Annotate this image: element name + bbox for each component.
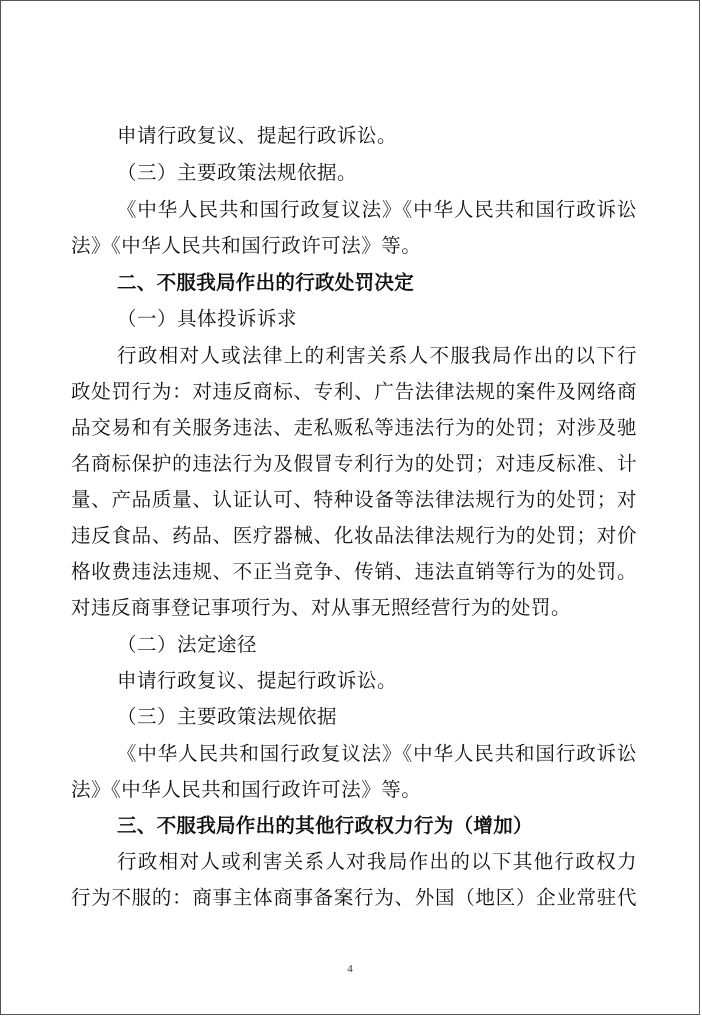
paragraph-line: 对违反商事登记事项行为、对从事无照经营行为的处罚。 (71, 596, 572, 619)
page-number: 4 (347, 963, 353, 975)
paragraph-line: 行政相对人或法律上的利害关系人不服我局作出的以下行 (117, 344, 637, 367)
paragraph-line: 申请行政复议、提起行政诉讼。 (117, 124, 398, 147)
paragraph-line: 《中华人民共和国行政复议法》《中华人民共和国行政诉讼 (117, 198, 637, 221)
paragraph-line: 法》《中华人民共和国行政许可法》等。 (71, 234, 422, 257)
section-heading: （一）具体投诉诉求 (117, 307, 298, 330)
paragraph-line: 申请行政复议、提起行政诉讼。 (117, 669, 398, 692)
paragraph-line: 行政相对人或利害关系人对我局作出的以下其他行政权力 (117, 850, 637, 873)
paragraph-line: 格收费违法违规、不正当竞争、传销、违法直销等行为的处罚。 (71, 560, 637, 583)
section-heading: （二）法定途径 (117, 633, 258, 656)
paragraph-line: 法》《中华人民共和国行政许可法》等。 (71, 778, 422, 801)
paragraph-line: 名商标保护的违法行为及假冒专利行为的处罚；对违反标准、计 (71, 452, 637, 475)
section-heading: （三）主要政策法规依据 (117, 705, 338, 728)
paragraph-line: 《中华人民共和国行政复议法》《中华人民共和国行政诉讼 (117, 742, 637, 765)
section-heading: （三）主要政策法规依据。 (117, 161, 358, 184)
paragraph-line: 违反食品、药品、医疗器械、化妆品法律法规行为的处罚；对价 (71, 524, 637, 547)
paragraph-line: 量、产品质量、认证认可、特种设备等法律法规行为的处罚；对 (71, 488, 637, 511)
paragraph-line: 品交易和有关服务违法、走私贩私等违法行为的处罚；对涉及驰 (71, 416, 637, 439)
section-heading-bold: 三、不服我局作出的其他行政权力行为（增加） (117, 814, 533, 837)
paragraph-line: 政处罚行为：对违反商标、专利、广告法律法规的案件及网络商 (71, 380, 637, 403)
paragraph-line: 行为不服的：商事主体商事备案行为、外国（地区）企业常驻代 (71, 886, 637, 909)
section-heading-bold: 二、不服我局作出的行政处罚决定 (117, 271, 415, 294)
